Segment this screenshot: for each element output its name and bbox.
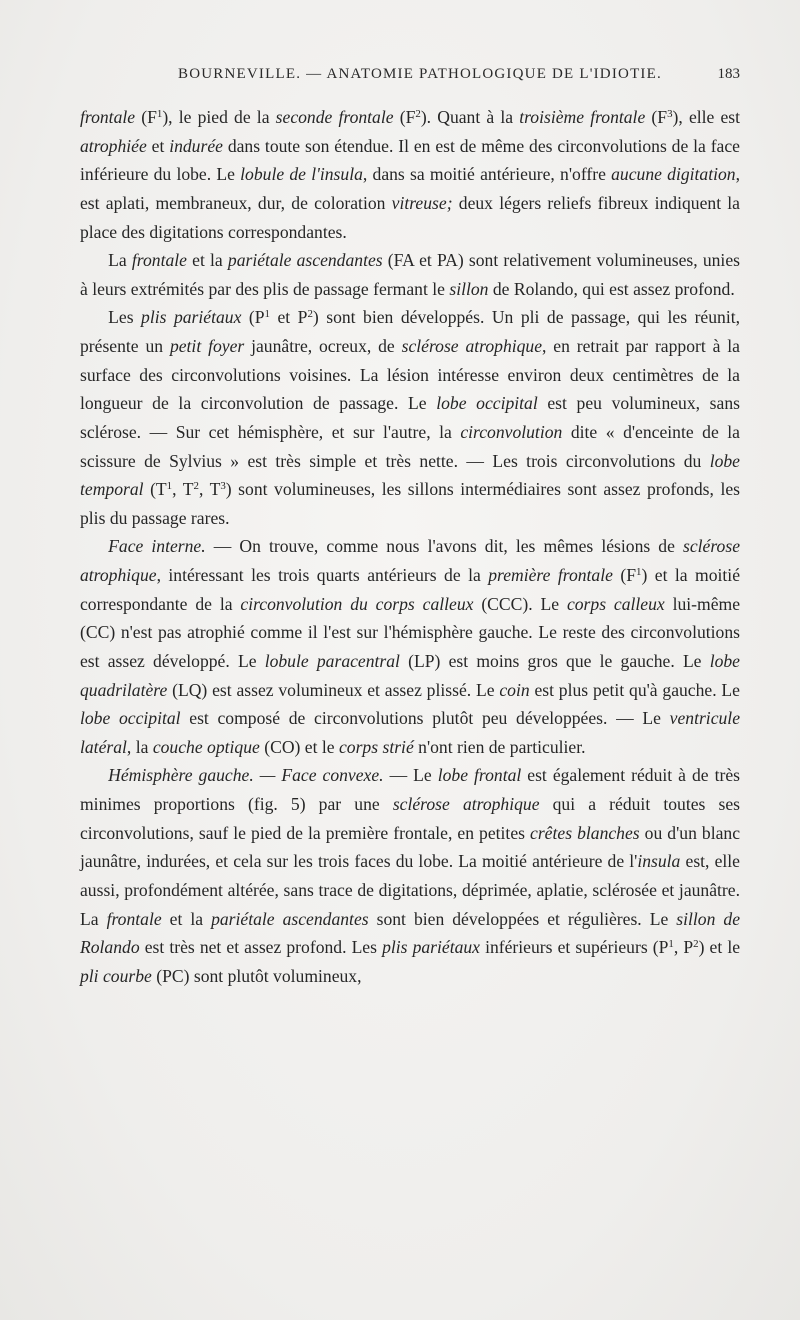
text-run: ) sont bien développés. Un pli de passage, qui les réunit, présente un: [80, 307, 741, 356]
text-run: ) sont volumineuses, les sillons intermédiaires sont assez profonds, les plis du passage rares.: [80, 479, 740, 528]
text-run: est également réduit à de très minimes proportions (fig. 5) par une: [80, 765, 740, 814]
text-run: , en retrait par rapport à la surface des circonvolutions voisines. La lésion intéresse environ deux centimètres de la longueur de la circonvolution de passage. Le: [80, 336, 740, 414]
text-run: dite « d'enceinte de la scissure de Sylvius » est très simple et très nette. — Les trois circonvolutions du: [80, 421, 740, 471]
text-run: (LQ) est assez volumineux et assez plissé. Le: [167, 679, 500, 700]
text-run: n'ont rien de particulier.: [413, 736, 586, 757]
superscript: 1: [166, 480, 173, 493]
paragraph: [80, 532, 740, 761]
superscript: 2: [415, 108, 421, 120]
italic-text: lobule de l'insula: [240, 164, 363, 185]
italic-text: corps strié: [338, 736, 414, 757]
superscript: 1: [668, 938, 674, 951]
italic-text: circonvolution: [460, 421, 563, 442]
text-run: est peu volumineux, sans sclérose. — Sur cet hémisphère, et sur l'autre, la: [80, 393, 740, 442]
text-run: , intéressant les trois quarts antérieurs de la: [156, 565, 489, 585]
text-run: , T: [198, 479, 221, 500]
italic-text: sclérose atrophique: [401, 336, 543, 356]
italic-text: sillon: [449, 278, 489, 299]
italic-text: première frontale: [488, 565, 613, 585]
text-run: (F: [393, 107, 416, 127]
italic-text: pariétale ascendantes: [227, 250, 383, 271]
italic-text: frontale: [131, 250, 187, 271]
italic-text: petit foyer: [169, 336, 245, 356]
text-run: est, elle aussi, profondément altérée, sans trace de digitations, déprimée, aplatie, sclérosée et jaunâtre. La: [80, 851, 740, 929]
italic-text: seconde frontale: [275, 107, 394, 127]
text-run: , la: [126, 736, 153, 757]
italic-text: frontale: [106, 908, 162, 929]
text-run: lui-même (CC) n'est pas atrophié comme il l'est sur l'hémisphère gauche. Le reste des circonvolutions est assez développé. Le: [80, 593, 741, 671]
text-run: (F: [135, 107, 157, 127]
italic-text: couche optique: [152, 736, 260, 757]
superscript: 3: [667, 108, 673, 120]
superscript: 1: [264, 308, 270, 321]
text-run: de Rolando, qui est assez profond.: [488, 278, 735, 299]
text-run: est plus petit qu'à gauche. Le: [529, 679, 740, 700]
text-run: et la: [161, 908, 212, 929]
text-run: ). Quant à la: [420, 107, 520, 127]
text-run: est très net et assez profond. Les: [139, 937, 383, 958]
italic-text: frontale: [80, 107, 136, 127]
italic-text: crêtes blanches: [530, 822, 640, 843]
italic-text: lobe occipital: [436, 393, 538, 414]
italic-text: atrophiée: [80, 135, 147, 156]
italic-text: lobe frontal: [437, 765, 522, 786]
italic-text: lobe temporal: [80, 450, 740, 500]
italic-text: lobe quadrilatère: [80, 650, 740, 700]
italic-text: Hémisphère gauche. — Face convexe.: [108, 765, 384, 786]
text-run: ou d'un blanc jaunâtre, indurées, et cela sur les trois faces du lobe. La moitié antérieure de l': [80, 822, 741, 872]
italic-text: Face interne.: [108, 536, 206, 557]
text-run: inférieurs et supérieurs (P: [480, 937, 669, 958]
text-run: (P: [241, 307, 265, 328]
text-run: — On trouve, comme nous l'avons dit, les mêmes lésions de: [205, 536, 683, 557]
text-run: , T: [172, 479, 194, 500]
italic-text: pariétale ascendantes: [211, 908, 369, 929]
text-run: — Le: [383, 765, 438, 786]
italic-text: indurée: [169, 135, 223, 156]
text-run: sont bien développées et régulières. Le: [368, 908, 677, 929]
text-run: (FA et PA) sont relativement volumineuses, unies à leurs extrémités par des plis de passage fermant le: [80, 250, 740, 299]
text-run: ), elle est: [672, 107, 741, 127]
italic-text: sclérose atrophique: [80, 536, 740, 585]
text-run: (T: [143, 479, 167, 500]
italic-text: lobe occipital: [80, 708, 181, 729]
running-title: BOURNEVILLE. — ANATOMIE PATHOLOGIQUE DE L'IDIOTIE.: [178, 66, 662, 82]
superscript: 2: [693, 938, 699, 951]
text-run: ), le pied de la: [162, 107, 276, 127]
italic-text: vitreuse;: [391, 192, 453, 213]
paragraph: [80, 761, 740, 990]
text-run: deux légers reliefs fibreux indiquent la place des digitations correspondantes.: [80, 192, 740, 242]
page-header: [80, 66, 740, 94]
text-run: est composé de circonvolutions plutôt peu développées. — Le: [180, 708, 670, 729]
superscript: 3: [220, 480, 226, 493]
italic-text: circonvolution du corps calleux: [240, 593, 474, 614]
text-run: (F: [612, 565, 637, 585]
superscript: 2: [307, 308, 313, 321]
italic-text: troisième frontale: [519, 107, 646, 127]
superscript: 1: [636, 566, 642, 578]
italic-text: aucune digitation: [611, 164, 736, 185]
text-run: La: [108, 250, 132, 271]
text-run: , dans sa moitié antérieure, n'offre: [362, 164, 612, 185]
italic-text: plis pariétaux: [141, 307, 242, 328]
italic-text: plis pariétaux: [382, 937, 480, 958]
italic-text: corps calleux: [566, 593, 665, 614]
page-number: 183: [717, 66, 740, 82]
text-run: (F: [645, 107, 668, 127]
paragraph: [80, 246, 740, 303]
italic-text: pli courbe: [80, 965, 152, 986]
text-run: et P: [269, 307, 308, 328]
text-run: (LP) est moins gros que le gauche. Le: [399, 650, 710, 671]
paragraph: [80, 103, 740, 246]
text-run: ) et le: [698, 937, 741, 958]
text-run: , P: [673, 937, 694, 958]
italic-text: sillon de Rolando: [80, 908, 741, 958]
text-run: (CCC). Le: [473, 593, 567, 614]
text-run: ) et la moitié correspondante de la: [80, 565, 740, 614]
italic-text: ventricule latéral: [80, 708, 740, 757]
italic-text: coin: [499, 679, 530, 700]
italic-text: insula: [637, 851, 681, 872]
italic-text: sclérose atrophique: [392, 794, 540, 814]
text-run: , est aplati, membraneux, dur, de coloration: [80, 164, 740, 213]
text-run: dans toute son étendue. Il en est de même des circonvolutions de la face inférieure du lobe. Le: [80, 135, 740, 185]
superscript: 2: [193, 480, 199, 493]
text-run: (CO) et le: [259, 736, 339, 757]
italic-text: lobule paracentral: [264, 650, 400, 671]
text-run: et la: [186, 250, 228, 271]
text-run: (PC) sont plutôt volumineux,: [151, 965, 362, 986]
text-run: et: [146, 135, 170, 156]
paragraph: [80, 303, 740, 532]
body-text: [80, 103, 740, 990]
text-run: Les: [108, 307, 142, 328]
text-run: jaunâtre, ocreux, de: [244, 336, 402, 356]
text-run: qui a réduit toutes ses circonvolutions, sauf le pied de la première frontale, en petites: [80, 794, 740, 843]
superscript: 1: [156, 108, 163, 120]
